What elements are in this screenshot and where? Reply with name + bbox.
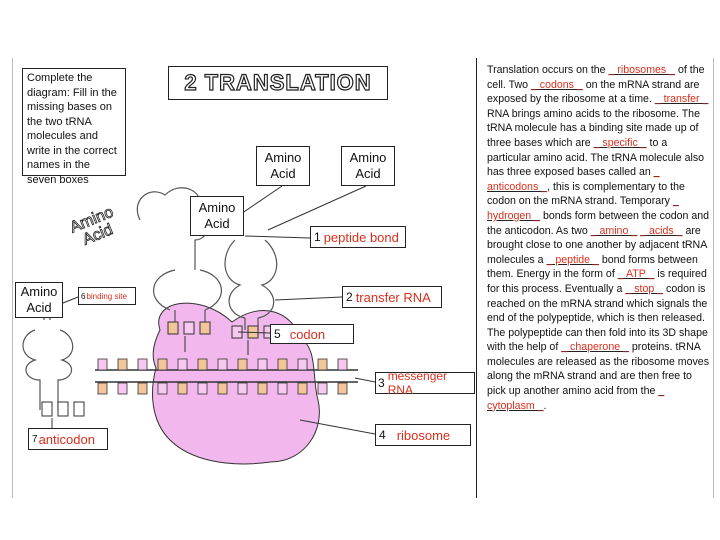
mrna-base [298, 383, 307, 394]
blank-answer: _ transfer _ [654, 93, 709, 106]
blank-answer: _ anticodons _ [487, 166, 660, 193]
blank-answer: _ ATP _ [617, 268, 655, 281]
blank-answer: _ hydrogen _ [487, 195, 679, 222]
mrna-base [318, 383, 327, 394]
mrna-base [298, 359, 307, 370]
label-box-6: 6 binding site [78, 287, 136, 305]
passage-text-run: bond forms between them. Energy in the form of [487, 253, 698, 281]
passage-text-run: are brought close to one another by adjacent tRNA molecules a [487, 224, 707, 266]
blank-answer: _ acids _ [640, 224, 683, 237]
mrna-base [178, 383, 187, 394]
mrna-base [98, 359, 107, 370]
blank-answer: _ ribosomes _ [608, 64, 676, 76]
mrna-base [258, 383, 267, 394]
mrna-base [278, 359, 287, 370]
mrna-base [338, 359, 347, 370]
mrna-base [258, 359, 267, 370]
label-box-1: 1 peptide bond [310, 226, 406, 248]
passage-text-run: RNA brings amino acids to the ribosome. The tRNA molecule has a binding site made up of three bases which are [487, 107, 700, 149]
passage-text-run: , this is complementary to the codon on the mRNA strand. Temporary [487, 180, 685, 208]
mrna-base [238, 383, 247, 394]
amino-acid-box: Amino Acid [256, 146, 310, 186]
blank-answer: _ chaperone _ [561, 341, 629, 354]
mrna-base [218, 383, 227, 394]
passage-text-run: . [543, 399, 547, 412]
blank-answer: _ stop _ [625, 282, 664, 295]
trna-left-anticodon [42, 402, 84, 416]
passage-text-run: bonds form between the codon and the anticodon. As two [487, 209, 710, 237]
blank-answer: _ specific _ [593, 136, 647, 149]
blank-answer: _ codons _ [530, 78, 583, 91]
mrna-base [338, 383, 347, 394]
mrna-base [98, 383, 107, 394]
amino-acid-box: Amino Acid [190, 196, 244, 236]
label-box-4: 4 ribosome [375, 424, 471, 446]
passage-paragraph [487, 63, 713, 413]
label-box-7: 7 anticodon [28, 428, 108, 450]
label-box-5: 5 codon [270, 324, 354, 344]
mrna-base [158, 359, 167, 370]
mrna-base [218, 359, 227, 370]
passage-text-run: on the mRNA strand are exposed by the ribosome at a time. [487, 78, 700, 106]
instructions-text: Complete the diagram: Fill in the missing bases on the two tRNA molecules and write in the correct names in the seven boxes [27, 72, 117, 186]
mrna-base [318, 359, 327, 370]
passage-text-run: codon is reached on the mRNA strand which signals the end of the polypeptide, which is then released. The polypeptide can then fold into its 3D shape with the help of [487, 282, 708, 354]
passage-text-run: Translation occurs on the [487, 64, 609, 76]
passage-text-run: proteins. tRNA molecules are released as the ribosome moves along the mRNA strand and are then free to pick up another amino acid from the [487, 341, 709, 398]
passage-text [487, 63, 713, 413]
mrna-base [198, 359, 207, 370]
instructions-box [22, 68, 126, 186]
mrna-base [178, 359, 187, 370]
blank-answer: _ cytoplasm _ [487, 385, 665, 412]
blank-answer: _ amino _ [590, 224, 638, 237]
page-title: 2 TRANSLATION [168, 66, 388, 100]
passage-text-run: is required for this process. Eventually a [487, 268, 707, 295]
label-box-2: 2 transfer RNA [342, 286, 442, 308]
mrna-base [118, 383, 127, 394]
amino-acid-box: Amino Acid [15, 282, 63, 318]
mrna-base [118, 359, 127, 370]
label-box-3: 3 messenger RNA [375, 372, 475, 394]
passage-text-run: to a particular amino acid. The tRNA molecule also has three exposed bases called an [487, 136, 705, 179]
mrna-base [198, 383, 207, 394]
amino-acid-box: Amino Acid [341, 146, 395, 186]
trna-middle-anticodon [168, 322, 210, 334]
mrna-base [158, 383, 167, 394]
blank-answer: _ peptide _ [546, 253, 599, 266]
passage-text-run: of the cell. Two [487, 64, 705, 91]
mrna-base [278, 383, 287, 394]
mrna-base [238, 359, 247, 370]
amino-acid-rotated-label: Amino Acid [67, 203, 117, 249]
mrna-base [138, 383, 147, 394]
mrna-base [138, 359, 147, 370]
